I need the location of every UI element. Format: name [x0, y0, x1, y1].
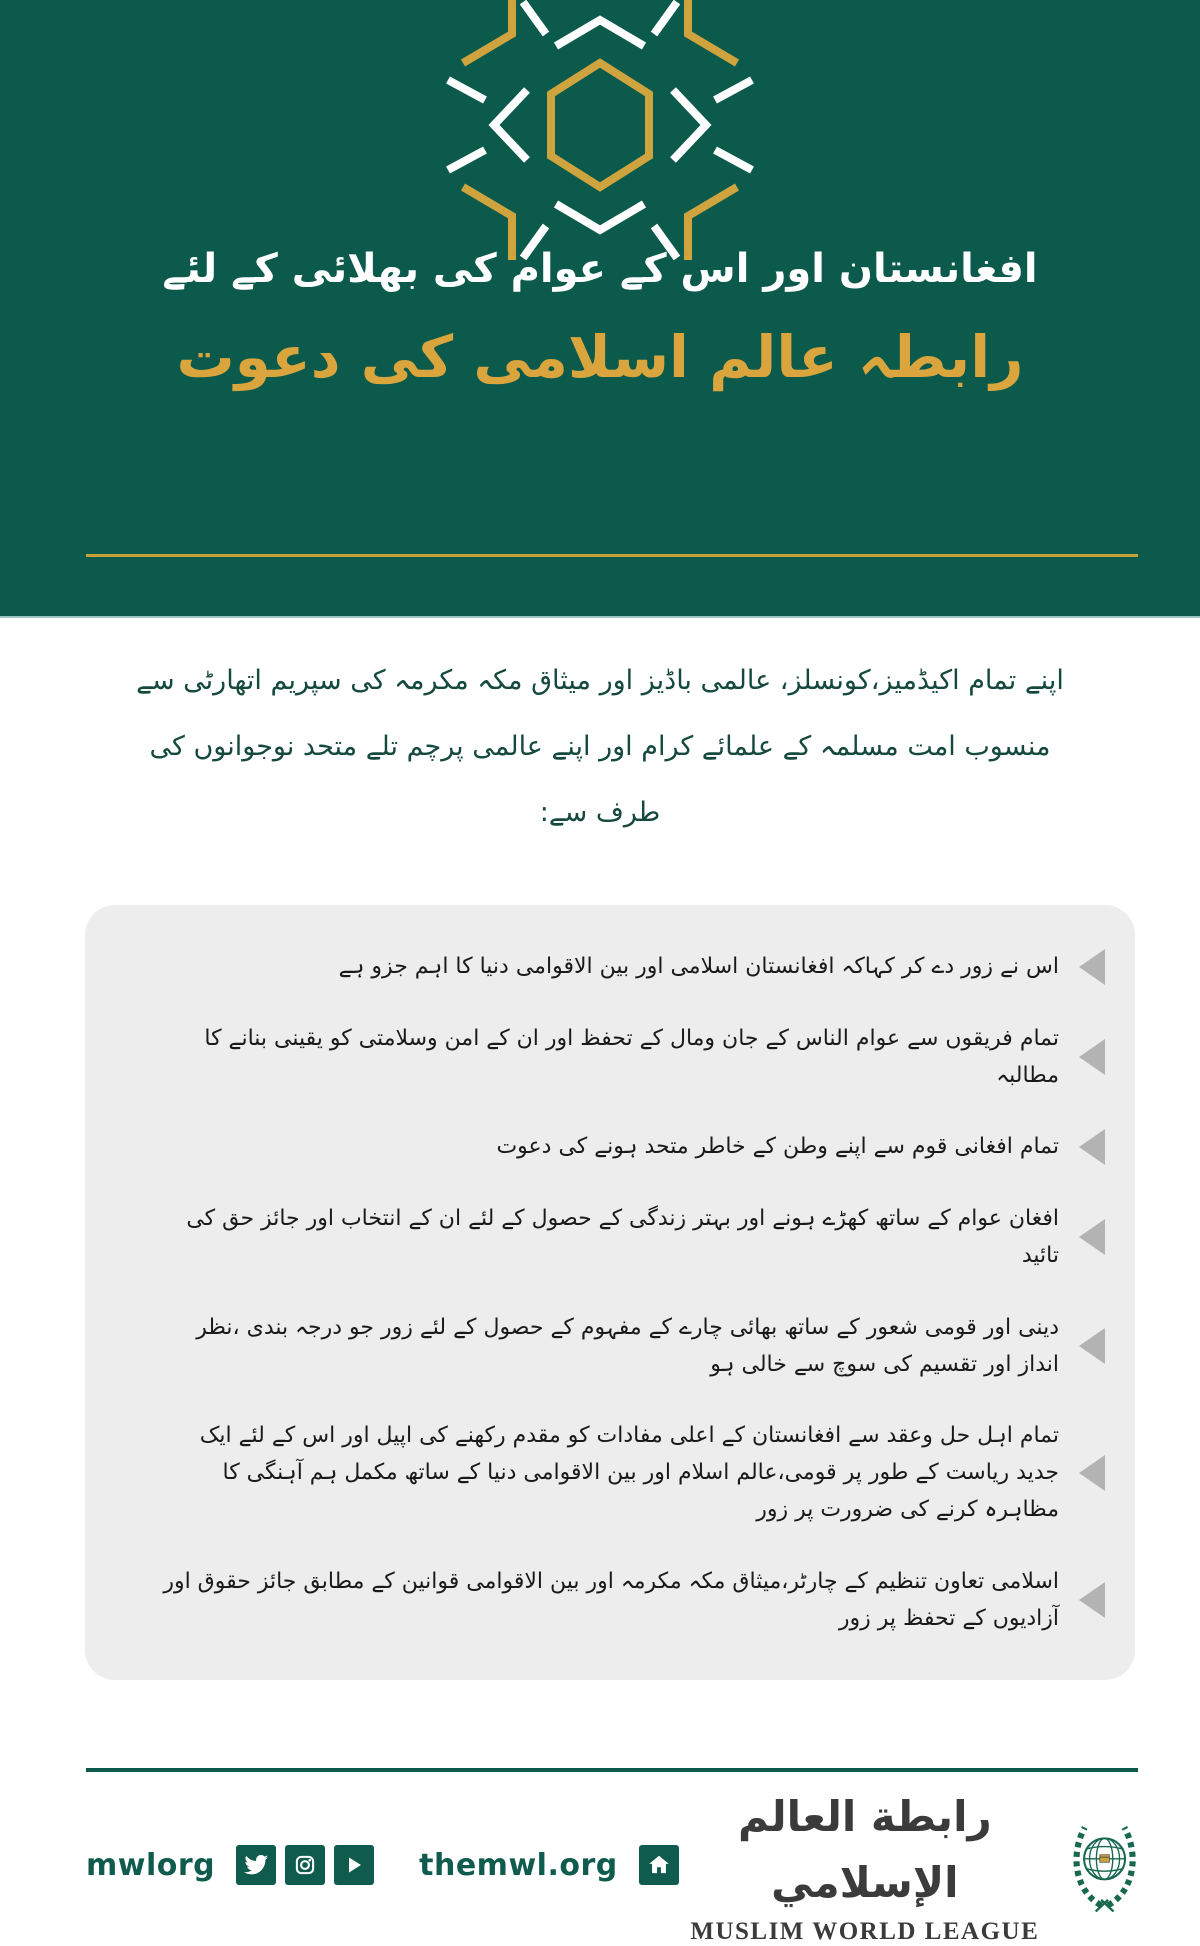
- footer-divider: [86, 1768, 1138, 1772]
- mwl-arabic-name: رابطة العالم الإسلامي: [737, 1792, 992, 1907]
- list-item: [125, 1417, 1105, 1528]
- list-item: [125, 1563, 1105, 1637]
- intro-paragraph: [64, 648, 1136, 846]
- twitter-icon: [243, 1852, 269, 1878]
- triangle-bullet-icon: [1079, 1582, 1105, 1618]
- header-gold-divider: [86, 554, 1138, 557]
- instagram-icon: [292, 1852, 318, 1878]
- list-item: [125, 948, 1105, 985]
- intro-line: طرف سے:: [539, 797, 661, 828]
- bullet-panel: [85, 905, 1135, 1680]
- list-item: [125, 1020, 1105, 1094]
- bullet-text: تمام فریقوں سے عوام الناس کے جان ومال کے تحفظ اور ان کے امن وسلامتی کو یقینی بنانے کا مطالبہ: [204, 1025, 1059, 1088]
- bullet-text: تمام اہل حل وعقد سے افغانستان کے اعلی مفادات کو مقدم رکھنے کی اپیل اور اس کے لئے ایک جدید ریاست کے طور پر قومی،عالم اسلام اور بین الاقوامی دنیا کے ساتھ مکمل ہم آہنگی کا مظاہرہ کرنے کی ضرورت پر زور: [199, 1423, 1059, 1523]
- header-banner: [0, 0, 1200, 618]
- triangle-bullet-icon: [1079, 1455, 1105, 1491]
- bullet-text: اس نے زور دے کر کہاکہ افغانستان اسلامی اور بین الاقوامی دنیا کا اہم جزو ہے: [338, 954, 1059, 980]
- instagram-button[interactable]: [285, 1845, 325, 1885]
- mwl-logo-text: [679, 1784, 1051, 1946]
- bullet-text: اسلامی تعاون تنظیم کے چارٹر،میثاق مکہ مکرمہ اور بین الاقوامی قوانین کے مطابق جائز حقوق اور آزادیوں کے تحفظ پر زور: [163, 1568, 1059, 1631]
- list-item: [125, 1128, 1105, 1165]
- bullet-text: افغان عوام کے ساتھ کھڑے ہونے اور بہتر زندگی کے حصول کے لئے ان کے انتخاب اور جائز حق کی تائید: [186, 1205, 1059, 1268]
- bullet-text: دینی اور قومی شعور کے ساتھ بھائی چارے کے مفہوم کے حصول کے لئے زور جو درجہ بندی ،نظر انداز اور تقسیم کی سوچ سے خالی ہو: [196, 1314, 1059, 1377]
- list-item: [125, 1309, 1105, 1383]
- mwl-emblem: [1067, 1804, 1142, 1926]
- intro-line: منسوب امت مسلمہ کے علمائے کرام اور اپنے عالمی پرچم تلے متحد نوجوانوں کی: [149, 731, 1051, 762]
- intro-line: اپنے تمام اکیڈمیز،کونسلز، عالمی باڈیز اور میثاق مکہ مکرمہ کی سپریم اتھارٹی سے: [136, 665, 1064, 696]
- triangle-bullet-icon: [1079, 1328, 1105, 1364]
- social-links: [86, 1845, 679, 1885]
- twitter-button[interactable]: [236, 1845, 276, 1885]
- bullet-text: تمام افغانی قوم سے اپنے وطن کے خاطر متحد ہونے کی دعوت: [496, 1134, 1059, 1160]
- website-link[interactable]: themwl.org: [419, 1847, 618, 1883]
- footer: [0, 1792, 1200, 1945]
- social-handle[interactable]: mwlorg: [86, 1847, 216, 1883]
- page-title: افغانستان اور اس کے عوام کی بھلائی کے لئے: [162, 246, 1038, 292]
- list-item: [125, 1200, 1105, 1274]
- mwl-logo: [679, 1784, 1142, 1946]
- mwl-english-name: MUSLIM WORLD LEAGUE: [690, 1918, 1040, 1945]
- page-subtitle: رابطہ عالم اسلامی کی دعوت: [176, 323, 1024, 391]
- triangle-bullet-icon: [1079, 949, 1105, 985]
- triangle-bullet-icon: [1079, 1129, 1105, 1165]
- youtube-button[interactable]: [334, 1845, 374, 1885]
- youtube-play-icon: [342, 1853, 366, 1877]
- home-icon: [646, 1852, 672, 1878]
- triangle-bullet-icon: [1079, 1219, 1105, 1255]
- hexagon-pattern-ornament: [360, 0, 840, 260]
- home-button[interactable]: [639, 1845, 679, 1885]
- triangle-bullet-icon: [1079, 1039, 1105, 1075]
